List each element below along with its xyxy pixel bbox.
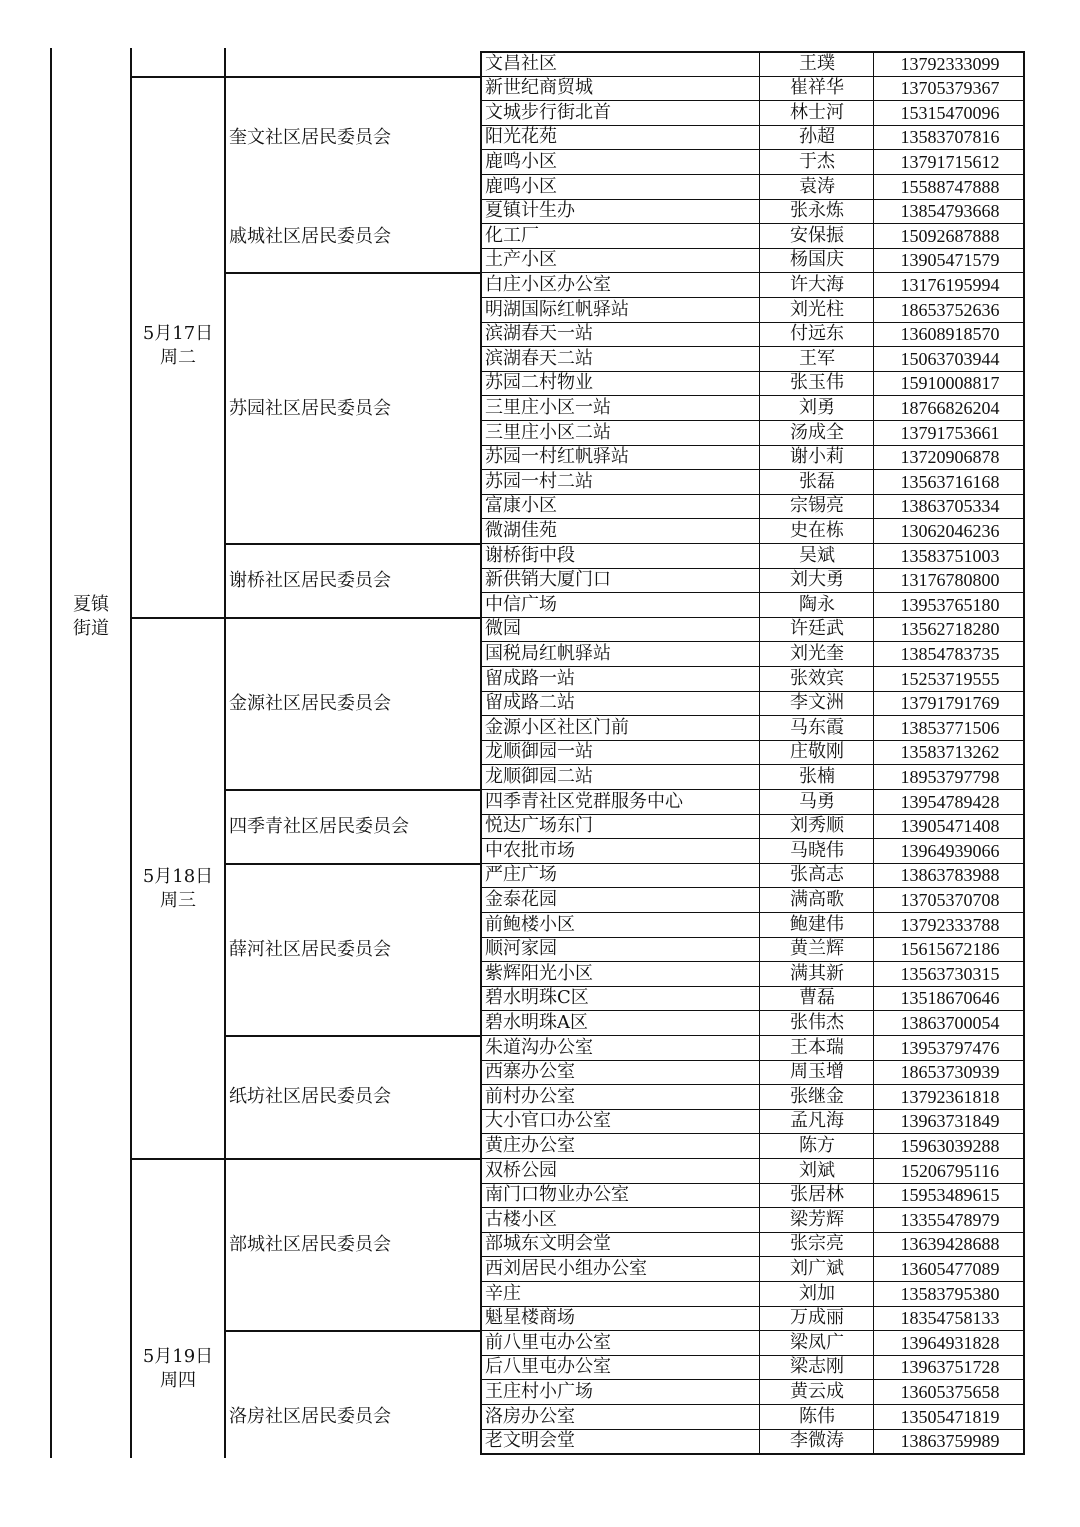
committee-label: 奎文社区居民委员会 bbox=[229, 127, 391, 148]
grid-line bbox=[50, 48, 52, 1458]
grid-line bbox=[480, 1306, 1025, 1307]
phone-number-cell: 15963039288 bbox=[900, 1135, 1000, 1156]
phone-number-cell: 13963751728 bbox=[900, 1357, 1000, 1378]
committee-label: 部城社区居民委员会 bbox=[229, 1234, 391, 1255]
grid-line bbox=[480, 789, 1025, 790]
grid-line bbox=[480, 76, 1025, 77]
date-label: 5月17日 bbox=[142, 323, 214, 344]
site-name-cell: 化工厂 bbox=[485, 224, 539, 246]
grid-line bbox=[480, 961, 1025, 962]
grid-line bbox=[480, 592, 1025, 593]
site-name-cell: 大小官口办公室 bbox=[485, 1110, 611, 1132]
phone-number-cell: 13605375658 bbox=[900, 1381, 1000, 1402]
phone-number-cell: 15253719555 bbox=[900, 668, 1000, 689]
phone-number-cell: 13355478979 bbox=[900, 1209, 1000, 1230]
phone-number-cell: 18653752636 bbox=[900, 299, 1000, 320]
date-label: 5月18日 bbox=[142, 866, 214, 887]
grid-line bbox=[130, 76, 480, 78]
committee-label: 薛河社区居民委员会 bbox=[229, 939, 391, 960]
contact-person-cell: 梁芳辉 bbox=[790, 1208, 844, 1230]
grid-line bbox=[480, 223, 1025, 224]
street-label-line1: 夏镇 bbox=[73, 594, 109, 615]
site-name-cell: 富康小区 bbox=[485, 495, 557, 517]
grid-line bbox=[480, 543, 1025, 544]
contact-person-cell: 满其新 bbox=[790, 962, 844, 984]
contact-person-cell: 陈方 bbox=[799, 1134, 835, 1156]
grid-line bbox=[480, 51, 482, 1454]
contact-person-cell: 汤成全 bbox=[790, 421, 844, 443]
phone-number-cell: 15953489615 bbox=[900, 1185, 1000, 1206]
site-name-cell: 部城东文明会堂 bbox=[485, 1233, 611, 1255]
contact-person-cell: 马勇 bbox=[799, 790, 835, 812]
phone-number-cell: 13792333099 bbox=[900, 53, 1000, 74]
contact-person-cell: 鲍建伟 bbox=[790, 913, 844, 935]
grid-line bbox=[480, 469, 1025, 470]
grid-line bbox=[480, 395, 1025, 396]
phone-number-cell: 13608918570 bbox=[900, 324, 1000, 345]
contact-person-cell: 许大海 bbox=[790, 273, 844, 295]
site-name-cell: 三里庄小区一站 bbox=[485, 396, 611, 418]
grid-line bbox=[480, 1207, 1025, 1208]
phone-number-cell: 13964939066 bbox=[900, 840, 1000, 861]
phone-number-cell: 13720906878 bbox=[900, 447, 1000, 468]
grid-line bbox=[873, 51, 874, 1454]
site-name-cell: 悦达广场东门 bbox=[485, 815, 593, 837]
phone-number-cell: 13176780800 bbox=[900, 570, 1000, 591]
site-name-cell: 微湖佳苑 bbox=[485, 519, 557, 541]
site-name-cell: 中信广场 bbox=[485, 593, 557, 615]
grid-line bbox=[130, 48, 132, 1458]
contact-person-cell: 许廷武 bbox=[790, 618, 844, 640]
contact-person-cell: 刘广斌 bbox=[790, 1257, 844, 1279]
site-name-cell: 中农批市场 bbox=[485, 839, 575, 861]
committee-label: 四季青社区居民委员会 bbox=[229, 816, 409, 837]
phone-number-cell: 13863759989 bbox=[900, 1431, 1000, 1452]
contact-person-cell: 马东霞 bbox=[790, 716, 844, 738]
phone-number-cell: 13963731849 bbox=[900, 1111, 1000, 1132]
phone-number-cell: 13854783735 bbox=[900, 643, 1000, 664]
phone-number-cell: 18354758133 bbox=[900, 1308, 1000, 1329]
contact-person-cell: 孙超 bbox=[799, 126, 835, 148]
site-name-cell: 明湖国际红帆驿站 bbox=[485, 298, 629, 320]
phone-number-cell: 13791715612 bbox=[900, 151, 1000, 172]
site-name-cell: 后八里屯办公室 bbox=[485, 1356, 611, 1378]
site-name-cell: 朱道沟办公室 bbox=[485, 1036, 593, 1058]
grid-line bbox=[224, 1035, 480, 1037]
date-cell-may18 bbox=[131, 865, 225, 913]
site-name-cell: 南门口物业办公室 bbox=[485, 1184, 629, 1206]
grid-line bbox=[480, 1379, 1025, 1380]
site-name-cell: 鹿鸣小区 bbox=[485, 175, 557, 197]
contact-person-cell: 张继金 bbox=[790, 1085, 844, 1107]
contact-person-cell: 李微涛 bbox=[790, 1430, 844, 1452]
site-name-cell: 鹿鸣小区 bbox=[485, 150, 557, 172]
grid-line bbox=[480, 1109, 1025, 1110]
site-name-cell: 滨湖春天二站 bbox=[485, 347, 593, 369]
street-label-line2: 街道 bbox=[73, 618, 109, 639]
site-name-cell: 碧水明珠C区 bbox=[485, 987, 589, 1009]
phone-number-cell: 15615672186 bbox=[900, 939, 1000, 960]
grid-line bbox=[480, 346, 1025, 347]
site-name-cell: 龙顺御园二站 bbox=[485, 765, 593, 787]
site-name-cell: 白庄小区办公室 bbox=[485, 273, 611, 295]
grid-line bbox=[480, 1232, 1025, 1233]
grid-line bbox=[480, 1256, 1025, 1257]
site-name-cell: 苏园一村二站 bbox=[485, 470, 593, 492]
contact-person-cell: 张宗亮 bbox=[790, 1233, 844, 1255]
phone-number-cell: 13563730315 bbox=[900, 963, 1000, 984]
grid-line bbox=[224, 272, 480, 274]
grid-line bbox=[480, 641, 1025, 642]
committee-label: 洛房社区居民委员会 bbox=[229, 1406, 391, 1427]
grid-line bbox=[224, 48, 226, 1458]
phone-number-cell: 13562718280 bbox=[900, 619, 1000, 640]
grid-line bbox=[480, 51, 1025, 53]
phone-number-cell: 13518670646 bbox=[900, 988, 1000, 1009]
contact-person-cell: 史在栋 bbox=[790, 519, 844, 541]
grid-line bbox=[480, 1084, 1025, 1085]
grid-line bbox=[480, 1060, 1025, 1061]
contact-person-cell: 李文洲 bbox=[790, 692, 844, 714]
contact-person-cell: 万成丽 bbox=[790, 1307, 844, 1329]
phone-number-cell: 15315470096 bbox=[900, 102, 1000, 123]
site-name-cell: 金源小区社区门前 bbox=[485, 716, 629, 738]
date-label: 5月19日 bbox=[142, 1346, 214, 1367]
grid-line bbox=[130, 1158, 480, 1160]
phone-number-cell: 13639428688 bbox=[900, 1234, 1000, 1255]
grid-line bbox=[480, 1158, 1025, 1159]
contact-person-cell: 庄敬刚 bbox=[790, 741, 844, 763]
phone-number-cell: 18653730939 bbox=[900, 1062, 1000, 1083]
contact-person-cell: 刘斌 bbox=[799, 1159, 835, 1181]
grid-line bbox=[480, 248, 1025, 249]
grid-line bbox=[480, 1404, 1025, 1405]
contact-person-cell: 陶永 bbox=[799, 593, 835, 615]
committee-label: 戚城社区居民委员会 bbox=[229, 226, 391, 247]
grid-line bbox=[480, 420, 1025, 421]
phone-number-cell: 13905471579 bbox=[900, 250, 1000, 271]
grid-line bbox=[480, 617, 1025, 618]
site-name-cell: 前鲍楼小区 bbox=[485, 913, 575, 935]
street-label bbox=[52, 593, 130, 641]
grid-line bbox=[480, 666, 1025, 667]
contact-person-cell: 刘秀顺 bbox=[790, 815, 844, 837]
contact-person-cell: 王璞 bbox=[799, 52, 835, 74]
grid-line bbox=[480, 814, 1025, 815]
grid-line bbox=[480, 1133, 1025, 1134]
phone-number-cell: 13863783988 bbox=[900, 865, 1000, 886]
grid-line bbox=[224, 789, 480, 791]
phone-number-cell: 13863700054 bbox=[900, 1012, 1000, 1033]
site-name-cell: 顺河家园 bbox=[485, 938, 557, 960]
grid-line bbox=[480, 1281, 1025, 1282]
weekday-label: 周四 bbox=[160, 1370, 196, 1391]
contact-person-cell: 张永炼 bbox=[790, 200, 844, 222]
contact-person-cell: 袁涛 bbox=[799, 175, 835, 197]
grid-line bbox=[480, 322, 1025, 323]
grid-line bbox=[1023, 51, 1025, 1454]
contact-person-cell: 张伟杰 bbox=[790, 1011, 844, 1033]
phone-number-cell: 13954789428 bbox=[900, 791, 1000, 812]
grid-line bbox=[480, 1330, 1025, 1331]
contact-person-cell: 林士河 bbox=[790, 101, 844, 123]
grid-line bbox=[480, 100, 1025, 101]
site-name-cell: 滨湖春天一站 bbox=[485, 323, 593, 345]
grid-line bbox=[480, 1453, 1025, 1455]
site-name-cell: 前八里屯办公室 bbox=[485, 1331, 611, 1353]
phone-number-cell: 13792333788 bbox=[900, 914, 1000, 935]
date-cell-may19 bbox=[131, 1345, 225, 1393]
site-name-cell: 留成路一站 bbox=[485, 667, 575, 689]
grid-line bbox=[480, 912, 1025, 913]
grid-line bbox=[224, 543, 480, 545]
contact-person-cell: 张楠 bbox=[799, 765, 835, 787]
grid-line bbox=[480, 937, 1025, 938]
grid-line bbox=[480, 149, 1025, 150]
phone-number-cell: 13953765180 bbox=[900, 594, 1000, 615]
phone-number-cell: 15092687888 bbox=[900, 225, 1000, 246]
grid-line bbox=[480, 740, 1025, 741]
grid-line bbox=[480, 371, 1025, 372]
committee-label: 金源社区居民委员会 bbox=[229, 693, 391, 714]
contact-person-cell: 曹磊 bbox=[799, 987, 835, 1009]
phone-number-cell: 18766826204 bbox=[900, 397, 1000, 418]
site-name-cell: 文昌社区 bbox=[485, 52, 557, 74]
contact-person-cell: 刘加 bbox=[799, 1282, 835, 1304]
grid-line bbox=[224, 1330, 480, 1332]
phone-number-cell: 13905471408 bbox=[900, 816, 1000, 837]
site-name-cell: 四季青社区党群服务中心 bbox=[485, 790, 683, 812]
contact-person-cell: 王本瑞 bbox=[790, 1036, 844, 1058]
site-name-cell: 老文明会堂 bbox=[485, 1430, 575, 1452]
contact-person-cell: 谢小莉 bbox=[790, 446, 844, 468]
site-name-cell: 文城步行街北首 bbox=[485, 101, 611, 123]
phone-number-cell: 13583795380 bbox=[900, 1283, 1000, 1304]
site-name-cell: 王庄村小广场 bbox=[485, 1380, 593, 1402]
contact-person-cell: 张效宾 bbox=[790, 667, 844, 689]
grid-line bbox=[480, 445, 1025, 446]
phone-number-cell: 13953797476 bbox=[900, 1037, 1000, 1058]
committee-label: 纸坊社区居民委员会 bbox=[229, 1086, 391, 1107]
phone-number-cell: 15588747888 bbox=[900, 176, 1000, 197]
phone-number-cell: 13583751003 bbox=[900, 545, 1000, 566]
weekday-label: 周二 bbox=[160, 347, 196, 368]
contact-person-cell: 王军 bbox=[799, 347, 835, 369]
site-name-cell: 西刘居民小组办公室 bbox=[485, 1257, 647, 1279]
grid-line bbox=[480, 1010, 1025, 1011]
contact-person-cell: 满高歌 bbox=[790, 888, 844, 910]
phone-number-cell: 13605477089 bbox=[900, 1258, 1000, 1279]
phone-number-cell: 13583707816 bbox=[900, 127, 1000, 148]
grid-line bbox=[480, 125, 1025, 126]
contact-person-cell: 陈伟 bbox=[799, 1405, 835, 1427]
site-name-cell: 夏镇计生办 bbox=[485, 200, 575, 222]
grid-line bbox=[480, 1035, 1025, 1036]
site-name-cell: 西寨办公室 bbox=[485, 1061, 575, 1083]
grid-line bbox=[480, 691, 1025, 692]
phone-number-cell: 15206795116 bbox=[900, 1160, 1000, 1181]
phone-number-cell: 18953797798 bbox=[900, 766, 1000, 787]
weekday-label: 周三 bbox=[160, 890, 196, 911]
phone-number-cell: 13791753661 bbox=[900, 422, 1000, 443]
site-name-cell: 黄庄办公室 bbox=[485, 1134, 575, 1156]
phone-number-cell: 13563716168 bbox=[900, 471, 1000, 492]
phone-number-cell: 13863705334 bbox=[900, 496, 1000, 517]
phone-number-cell: 13505471819 bbox=[900, 1406, 1000, 1427]
grid-line bbox=[480, 986, 1025, 987]
phone-number-cell: 15910008817 bbox=[900, 373, 1000, 394]
grid-line bbox=[480, 518, 1025, 519]
contact-person-cell: 马晓伟 bbox=[790, 839, 844, 861]
contact-person-cell: 黄兰辉 bbox=[790, 938, 844, 960]
contact-person-cell: 刘勇 bbox=[799, 396, 835, 418]
site-name-cell: 古楼小区 bbox=[485, 1208, 557, 1230]
grid-line bbox=[480, 838, 1025, 839]
phone-number-cell: 13853771506 bbox=[900, 717, 1000, 738]
contact-person-cell: 张居林 bbox=[790, 1184, 844, 1206]
grid-line bbox=[480, 863, 1025, 864]
site-name-cell: 微园 bbox=[485, 618, 521, 640]
site-name-cell: 魁星楼商场 bbox=[485, 1307, 575, 1329]
contact-person-cell: 杨国庆 bbox=[790, 249, 844, 271]
site-name-cell: 苏园一村红帆驿站 bbox=[485, 446, 629, 468]
committee-label: 谢桥社区居民委员会 bbox=[229, 570, 391, 591]
site-name-cell: 留成路二站 bbox=[485, 692, 575, 714]
site-name-cell: 新世纪商贸城 bbox=[485, 77, 593, 99]
site-name-cell: 洛房办公室 bbox=[485, 1405, 575, 1427]
grid-line bbox=[480, 297, 1025, 298]
contact-person-cell: 张玉伟 bbox=[790, 372, 844, 394]
grid-line bbox=[480, 174, 1025, 175]
contact-person-cell: 周玉增 bbox=[790, 1061, 844, 1083]
site-name-cell: 国税局红帆驿站 bbox=[485, 642, 611, 664]
phone-number-cell: 13854793668 bbox=[900, 201, 1000, 222]
site-name-cell: 苏园二村物业 bbox=[485, 372, 593, 394]
contact-person-cell: 黄云成 bbox=[790, 1380, 844, 1402]
phone-number-cell: 13062046236 bbox=[900, 520, 1000, 541]
grid-line bbox=[759, 51, 760, 1454]
contact-person-cell: 梁志刚 bbox=[790, 1356, 844, 1378]
site-name-cell: 阳光花苑 bbox=[485, 126, 557, 148]
site-name-cell: 新供销大厦门口 bbox=[485, 569, 611, 591]
grid-line bbox=[480, 568, 1025, 569]
committee-label: 苏园社区居民委员会 bbox=[229, 398, 391, 419]
site-name-cell: 土产小区 bbox=[485, 249, 557, 271]
grid-line bbox=[130, 617, 480, 619]
contact-person-cell: 孟凡海 bbox=[790, 1110, 844, 1132]
site-name-cell: 严庄广场 bbox=[485, 864, 557, 886]
contact-person-cell: 宗锡亮 bbox=[790, 495, 844, 517]
contact-person-cell: 刘光奎 bbox=[790, 642, 844, 664]
phone-number-cell: 13705379367 bbox=[900, 78, 1000, 99]
phone-number-cell: 15063703944 bbox=[900, 348, 1000, 369]
contact-person-cell: 梁凤广 bbox=[790, 1331, 844, 1353]
site-name-cell: 金泰花园 bbox=[485, 888, 557, 910]
phone-number-cell: 13705370708 bbox=[900, 889, 1000, 910]
grid-line bbox=[480, 1429, 1025, 1430]
contact-person-cell: 安保振 bbox=[790, 224, 844, 246]
contact-person-cell: 付远东 bbox=[790, 323, 844, 345]
contact-person-cell: 张高志 bbox=[790, 864, 844, 886]
grid-line bbox=[480, 272, 1025, 273]
phone-number-cell: 13791791769 bbox=[900, 693, 1000, 714]
site-name-cell: 紫辉阳光小区 bbox=[485, 962, 593, 984]
grid-line bbox=[480, 764, 1025, 765]
site-name-cell: 碧水明珠A区 bbox=[485, 1011, 588, 1033]
contact-person-cell: 刘大勇 bbox=[790, 569, 844, 591]
date-cell-may17 bbox=[131, 322, 225, 370]
grid-line bbox=[480, 1183, 1025, 1184]
site-name-cell: 前村办公室 bbox=[485, 1085, 575, 1107]
site-name-cell: 三里庄小区二站 bbox=[485, 421, 611, 443]
grid-line bbox=[480, 199, 1025, 200]
grid-line bbox=[480, 715, 1025, 716]
site-name-cell: 龙顺御园一站 bbox=[485, 741, 593, 763]
grid-line bbox=[480, 1355, 1025, 1356]
grid-line bbox=[224, 863, 480, 865]
phone-number-cell: 13964931828 bbox=[900, 1332, 1000, 1353]
phone-number-cell: 13792361818 bbox=[900, 1086, 1000, 1107]
site-name-cell: 双桥公园 bbox=[485, 1159, 557, 1181]
contact-person-cell: 吴斌 bbox=[799, 544, 835, 566]
contact-person-cell: 于杰 bbox=[799, 150, 835, 172]
grid-line bbox=[480, 887, 1025, 888]
phone-number-cell: 13176195994 bbox=[900, 274, 1000, 295]
site-name-cell: 谢桥街中段 bbox=[485, 544, 575, 566]
phone-number-cell: 13583713262 bbox=[900, 742, 1000, 763]
contact-person-cell: 张磊 bbox=[799, 470, 835, 492]
grid-line bbox=[480, 494, 1025, 495]
contact-person-cell: 刘光柱 bbox=[790, 298, 844, 320]
contact-person-cell: 崔祥华 bbox=[790, 77, 844, 99]
site-name-cell: 辛庄 bbox=[485, 1282, 521, 1304]
